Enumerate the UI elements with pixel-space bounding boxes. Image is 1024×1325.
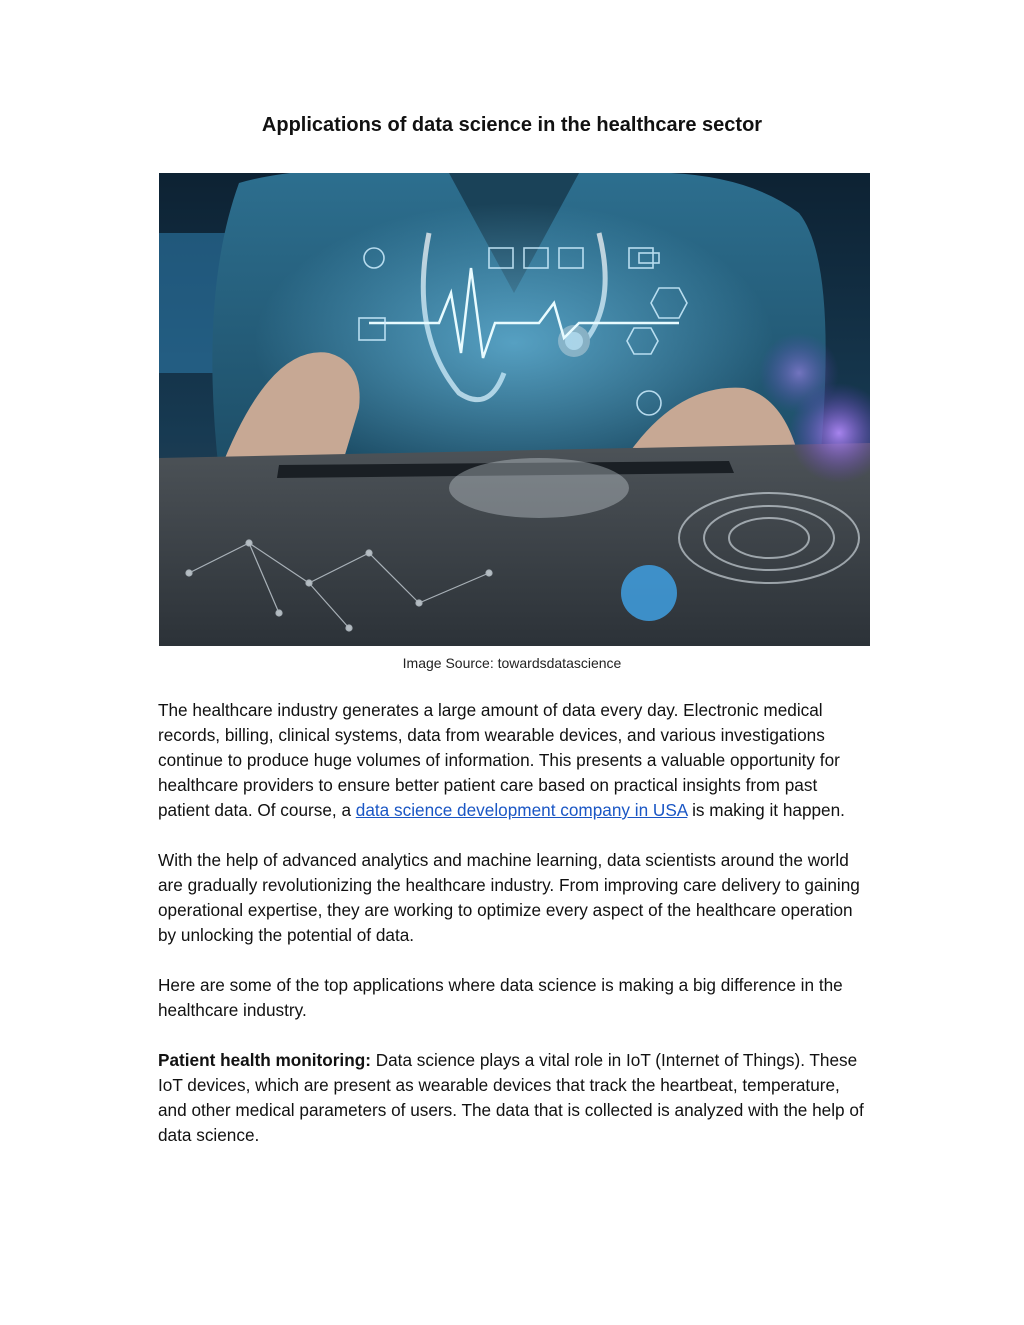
patient-monitoring-heading: Patient health monitoring: [158,1050,371,1070]
article-body [158,698,870,1173]
data-science-company-link[interactable]: data science development company in USA [355,800,688,820]
paragraph-intro-tail: is making it happen. [687,800,845,820]
patient-monitoring-text: Data science plays a vital role in IoT (Internet of Things). These IoT devices, which are present as wearable devices that track the heartbeat, temperature, and other medical parameters of users. The data that is collected is analyzed with the help of data science. [158,1050,864,1145]
image-caption: Image Source: towardsdatascience [402,655,622,671]
paragraph-intro-text: The healthcare industry generates a large amount of data every day. Electronic medical records, billing, clinical systems, data from wearable devices, and various investigations continue to produce huge volumes of information. This presents a valuable opportunity for healthcare providers to ensure better patient care based on practical insights from past patient data. Of course, a [158,700,840,820]
paragraph-top-applications: Here are some of the top applications where data science is making a big difference in the healthcare industry. [158,975,843,1020]
paragraph-patient-monitoring [158,1048,870,1148]
hero-image [159,173,870,646]
paragraph-intro [158,698,870,823]
page-title: Applications of data science in the healthcare sector [261,114,763,136]
paragraph-analytics: With the help of advanced analytics and machine learning, data scientists around the world are gradually revolutionizing the healthcare industry. From improving care delivery to gaining operational expertise, they are working to optimize every aspect of the healthcare operation by unlocking the potential of data. [158,850,860,945]
